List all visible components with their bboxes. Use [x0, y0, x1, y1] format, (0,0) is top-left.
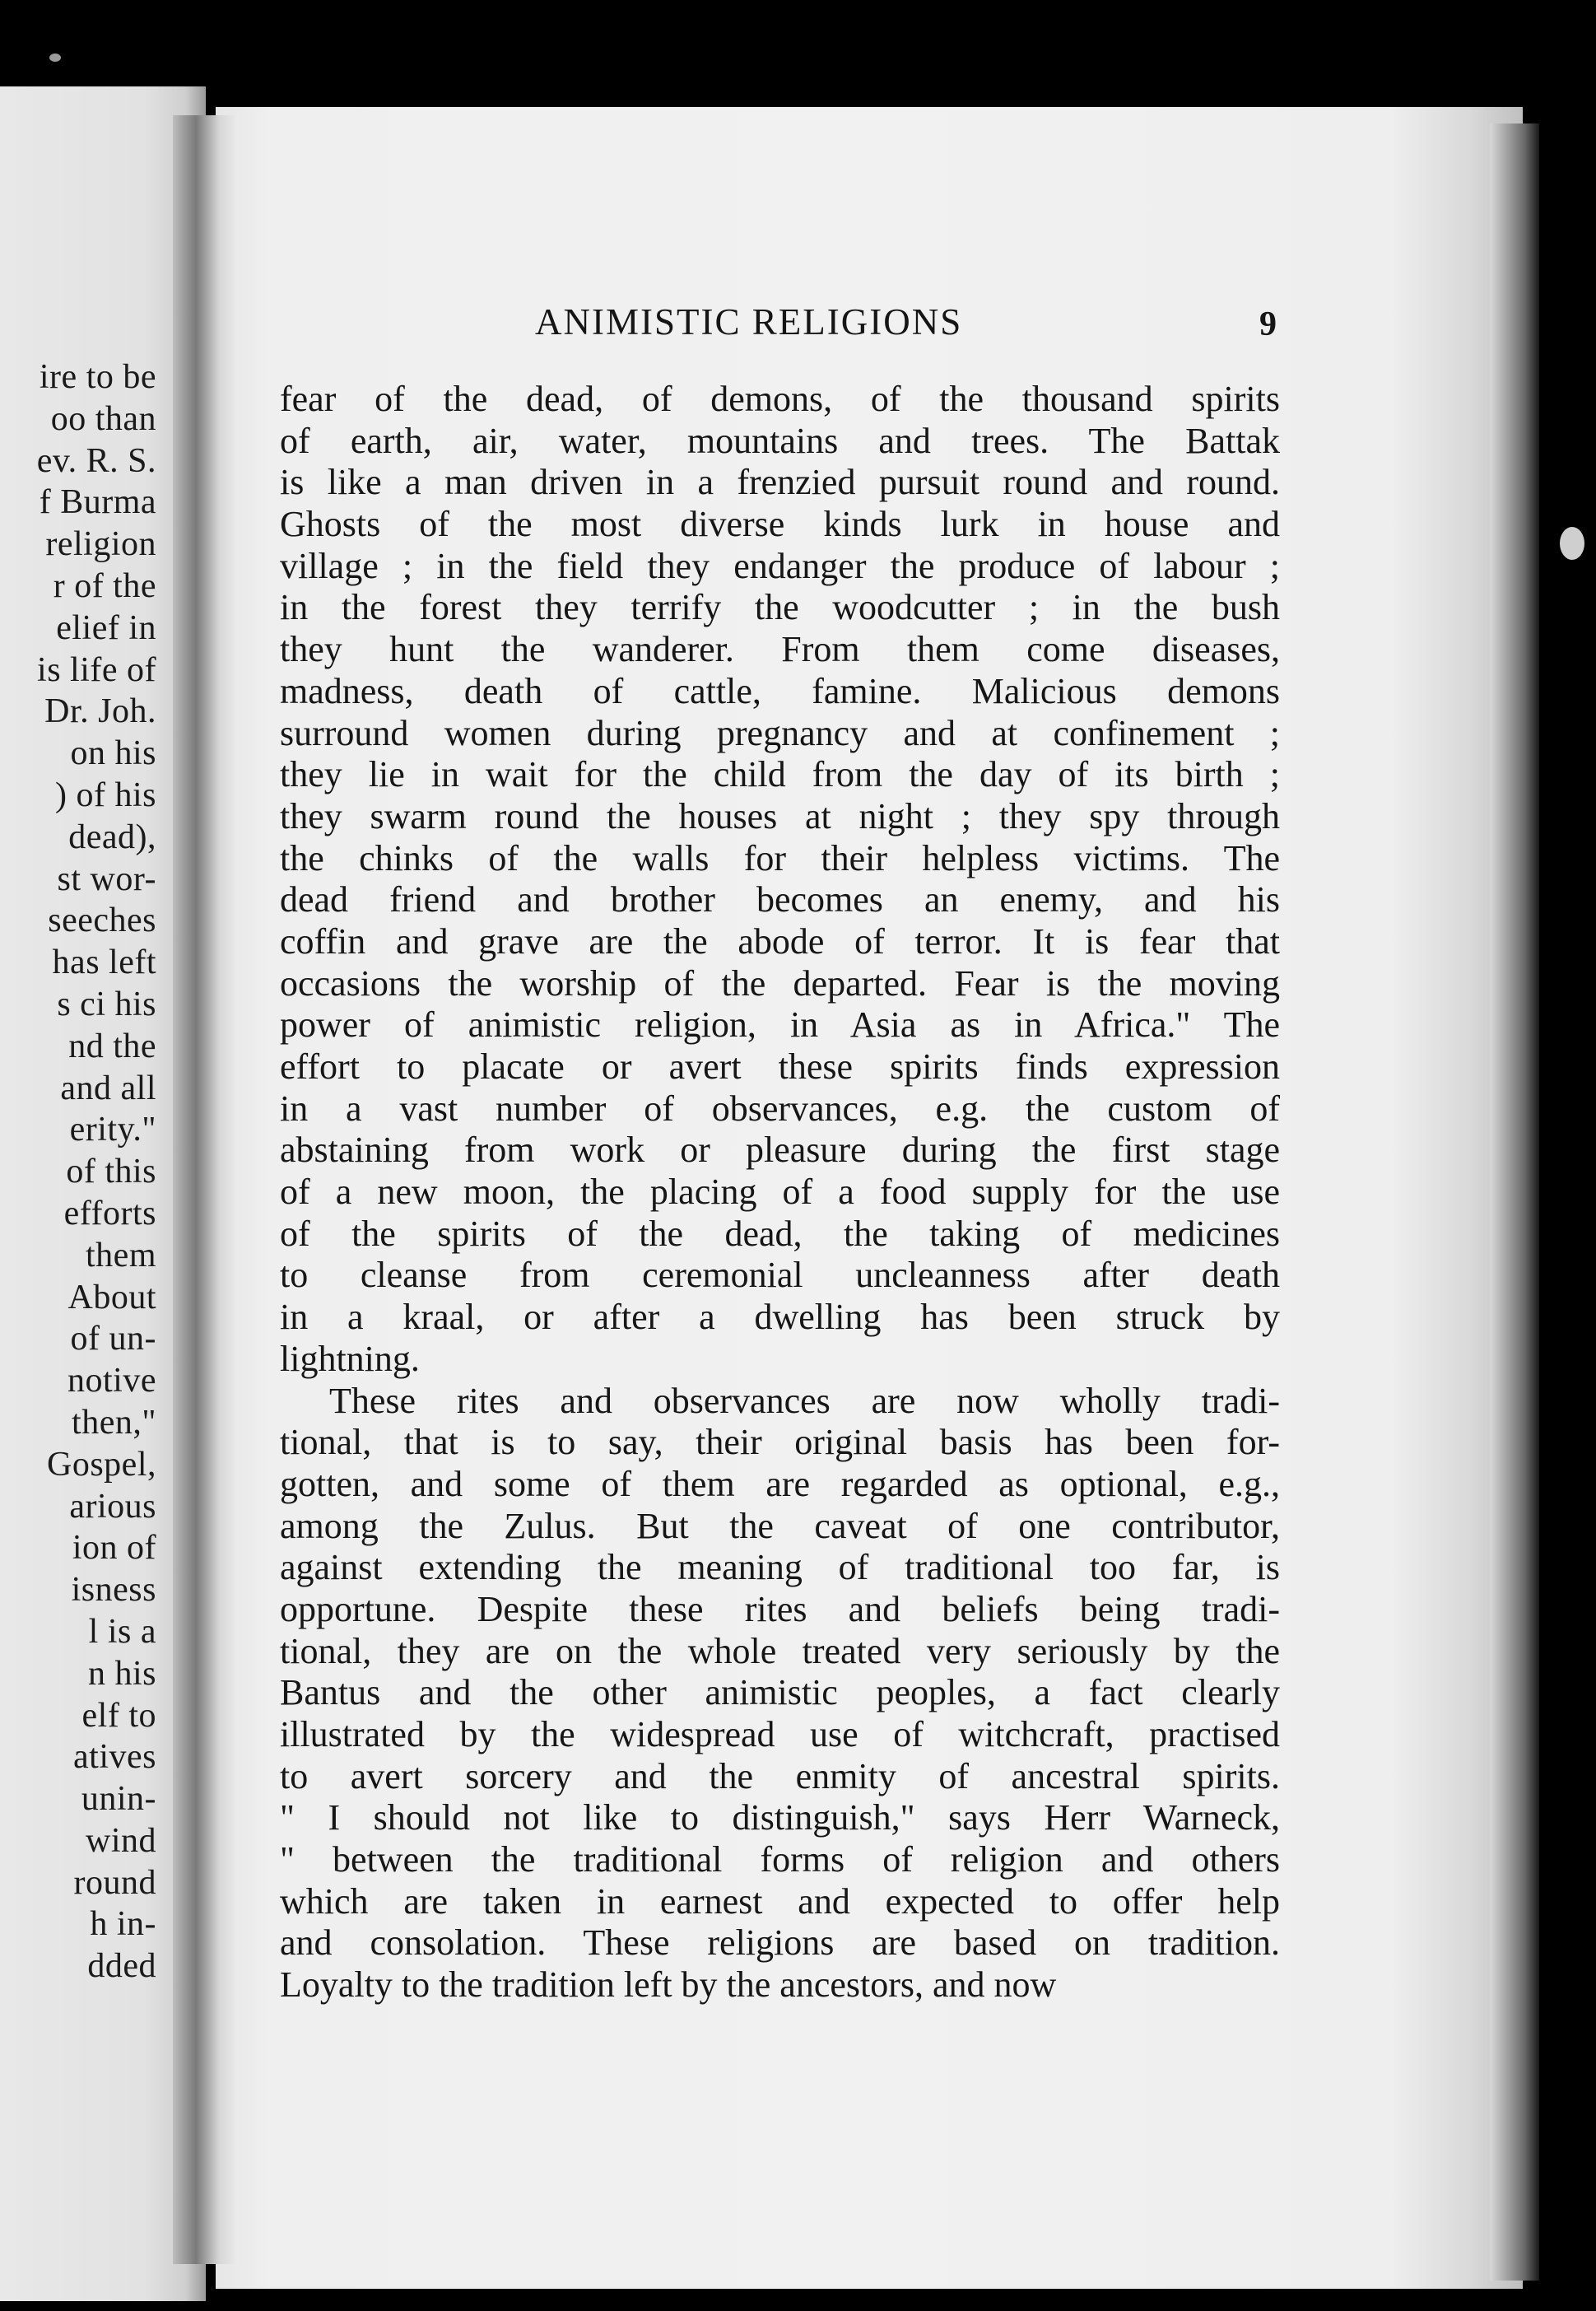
body-line: of earth, air, water, mountains and trees. The Battak: [280, 420, 1280, 461]
body-line: Loyalty to the tradition left by the ancestors, and now: [280, 1964, 1057, 2006]
body-line: which are taken in earnest and expected to offer help: [280, 1880, 1280, 1922]
left-page-line: religion: [45, 525, 156, 564]
left-page-line: of un-: [70, 1320, 156, 1358]
left-page-line: notive: [67, 1362, 156, 1400]
left-page-line: r of the: [53, 566, 156, 605]
left-page-line: wind: [86, 1821, 156, 1860]
body-line: opportune. Despite these rites and beliefs being tradi-: [280, 1588, 1280, 1629]
body-line: effort to placate or avert these spirits finds expression: [280, 1046, 1280, 1087]
body-line: dead friend and brother becomes an enemy, and his: [280, 879, 1280, 920]
left-page-line: Gospel,: [47, 1445, 156, 1484]
body-line: in the forest they terrify the woodcutter ; in the bush: [280, 587, 1280, 628]
body-line: illustrated by the widespread use of witchcraft, practised: [280, 1714, 1280, 1754]
left-page-line: on his: [70, 734, 156, 773]
body-line: surround women during pregnancy and at confinement ;: [280, 712, 1280, 753]
left-page-text: [37, 356, 156, 1987]
body-line: to avert sorcery and the enmity of ancestral spirits.: [280, 1755, 1280, 1796]
body-line: tional, that is to say, their original basis has been for-: [280, 1422, 1280, 1463]
dust-speck: [49, 54, 61, 62]
left-page-line: h in-: [90, 1905, 156, 1944]
left-page-line: elief in: [56, 608, 156, 647]
left-page-line: l is a: [88, 1612, 156, 1651]
body-line: Bantus and the other animistic peoples, a fact clearly: [280, 1672, 1280, 1713]
body-text: [280, 379, 1280, 2006]
body-line: among the Zulus. But the caveat of one contributor,: [280, 1505, 1280, 1546]
body-line: village ; in the field they endanger the produce of labour ;: [280, 545, 1280, 586]
body-line: they lie in wait for the child from the day of its birth ;: [280, 754, 1280, 795]
body-line: lightning.: [280, 1338, 420, 1379]
body-line: occasions the worship of the departed. Fear is the moving: [280, 962, 1280, 1004]
page-number: 9: [1259, 305, 1277, 343]
body-line: of a new moon, the placing of a food supply for the use: [280, 1172, 1280, 1213]
body-line: is like a man driven in a frenzied pursuit round and round.: [280, 462, 1280, 503]
left-page-line: and all: [60, 1069, 156, 1107]
left-page-line: elf to: [81, 1696, 156, 1735]
left-page-line: unin-: [81, 1780, 156, 1819]
left-page-line: is life of: [37, 650, 156, 689]
left-page-line: nd the: [68, 1027, 156, 1065]
left-page-line: About: [67, 1278, 156, 1316]
left-page-line: seeches: [48, 902, 156, 940]
body-line: of the spirits of the dead, the taking of medicines: [280, 1213, 1280, 1254]
book-gutter: [173, 115, 239, 2264]
body-line: against extending the meaning of traditional too far, is: [280, 1547, 1280, 1588]
left-page-line: then,": [72, 1403, 156, 1442]
left-page-line: has left: [52, 944, 156, 982]
left-page-line: arious: [69, 1487, 156, 1526]
body-line: These rites and observances are now wholly tradi-: [329, 1380, 1280, 1421]
body-line: they swarm round the houses at night ; they spy through: [280, 795, 1280, 836]
body-line: in a kraal, or after a dwelling has been struck by: [280, 1297, 1280, 1338]
body-line: they hunt the wanderer. From them come diseases,: [280, 629, 1280, 670]
page-header: [535, 301, 1276, 350]
left-page-line: n his: [87, 1654, 156, 1693]
body-line: coffin and grave are the abode of terror. It is fear that: [280, 920, 1280, 962]
dust-speck: [1560, 527, 1584, 560]
left-page-line: st wor-: [57, 860, 156, 898]
body-line: gotten, and some of them are regarded as optional, e.g.,: [280, 1463, 1280, 1504]
left-page-line: f Burma: [39, 483, 156, 522]
running-head: ANIMISTIC RELIGIONS: [535, 301, 963, 342]
left-page-line: ion of: [72, 1529, 156, 1568]
body-line: tional, they are on the whole treated very seriously by the: [280, 1630, 1280, 1671]
body-line: to cleanse from ceremonial uncleanness after death: [280, 1255, 1280, 1296]
body-line: and consolation. These religions are based on tradition.: [280, 1922, 1280, 1964]
body-line: " between the traditional forms of religion and others: [280, 1839, 1280, 1880]
body-line: the chinks of the walls for their helpless victims. The: [280, 837, 1280, 878]
body-line: power of animistic religion, in Asia as in Africa." The: [280, 1004, 1280, 1046]
left-page-line: efforts: [63, 1194, 156, 1232]
left-page-line: round: [73, 1863, 156, 1902]
left-page-line: isness: [71, 1571, 156, 1610]
body-line: fear of the dead, of demons, of the thousand spirits: [280, 379, 1280, 419]
left-page-line: of this: [66, 1153, 156, 1191]
body-line: abstaining from work or pleasure during the first stage: [280, 1130, 1280, 1171]
left-page-line: Dr. Joh.: [44, 692, 156, 731]
left-page-line: ev. R. S.: [36, 441, 156, 480]
page-edge-shadow: [1490, 123, 1539, 2281]
body-line: " I should not like to distinguish," says Herr Warneck,: [280, 1797, 1280, 1838]
left-page-line: dded: [87, 1947, 156, 1986]
body-line: in a vast number of observances, e.g. the custom of: [280, 1088, 1280, 1129]
left-page-line: atives: [73, 1738, 156, 1777]
body-line: Ghosts of the most diverse kinds lurk in house and: [280, 504, 1280, 545]
left-page-line: ire to be: [39, 358, 156, 396]
left-page-line: erity.": [69, 1111, 156, 1149]
left-page-line: s ci his: [57, 985, 156, 1023]
left-page-line: dead),: [68, 818, 156, 856]
left-page-line: ) of his: [55, 776, 156, 814]
body-line: madness, death of cattle, famine. Malicious demons: [280, 670, 1280, 711]
left-page-line: them: [86, 1236, 156, 1274]
left-page-line: oo than: [50, 399, 156, 438]
